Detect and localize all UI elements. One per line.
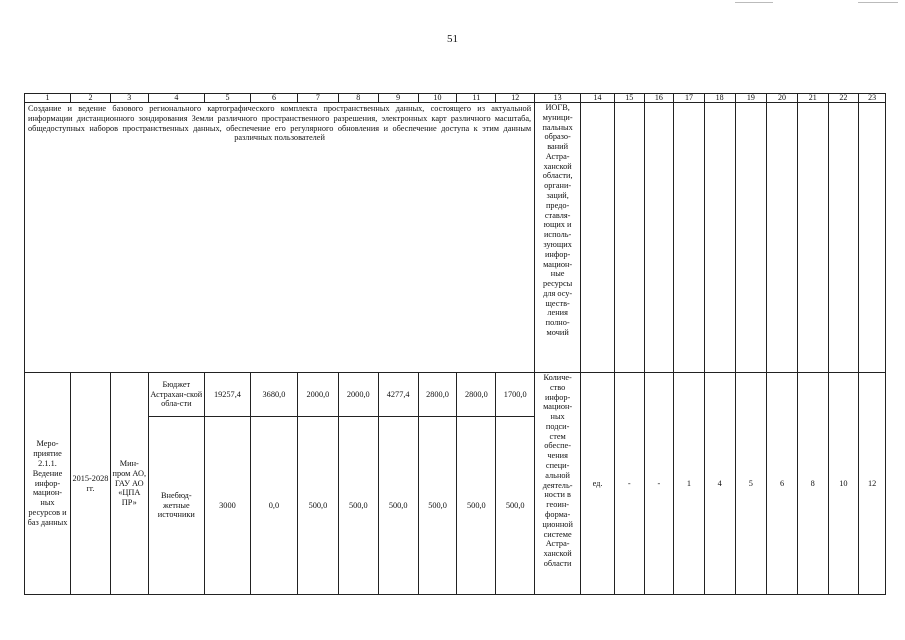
executor-line: ющих и	[543, 220, 572, 230]
funding-year-value: 500,0	[496, 417, 535, 595]
column-number: 12	[496, 94, 535, 103]
indicator-line: ство	[549, 382, 566, 392]
executor-line: исполь-	[543, 230, 572, 240]
column-number: 13	[535, 94, 581, 103]
indicator-target: 8	[797, 373, 828, 595]
indicator-line: геоин-	[546, 500, 570, 510]
column-number: 9	[378, 94, 418, 103]
funding-year-value: 4277,4	[378, 373, 418, 417]
empty-cell	[704, 103, 735, 373]
indicator-line: подси-	[545, 421, 570, 431]
executor-line: мацион-	[543, 259, 573, 269]
executor-line: образо-	[544, 132, 571, 142]
indicator-name	[535, 373, 581, 595]
indicator-line: альной	[545, 470, 570, 480]
executor-line: ИОГВ,	[545, 103, 570, 112]
indicator-line: ных	[550, 412, 565, 422]
funding-year-value: 2000,0	[338, 373, 378, 417]
indicator-line: Астра-	[545, 539, 570, 549]
column-number: 16	[644, 94, 674, 103]
measure-name: Меро-приятие 2.1.1. Ведение инфор-мацион-ных ресурсов и баз данных	[25, 373, 71, 595]
column-number: 4	[148, 94, 204, 103]
executor-line: ные	[550, 269, 565, 279]
executor-line: полно-	[545, 318, 570, 328]
funding-year-value: 2000,0	[297, 373, 338, 417]
executor-line: ресурсы	[543, 279, 573, 289]
executor-line: заций,	[546, 191, 569, 201]
indicator-target: 6	[767, 373, 798, 595]
funding-year-value: 500,0	[378, 417, 418, 595]
indicator-target: -	[644, 373, 674, 595]
measure-responsible: Мин-пром АО, ГАУ АО «ЦПА ПР»	[110, 373, 148, 595]
executor-line: Астра-	[545, 151, 570, 161]
indicator-line: специ-	[545, 461, 570, 471]
funding-year-value: 2800,0	[418, 373, 457, 417]
executor-line: ваний	[547, 142, 569, 152]
program-table	[24, 93, 886, 595]
column-number: 10	[418, 94, 457, 103]
funding-total: 3000	[204, 417, 250, 595]
indicator-target: 12	[859, 373, 886, 595]
indicator-line: деятель-	[542, 480, 573, 490]
indicator-line: инфор-	[544, 392, 571, 402]
executor-line: области,	[542, 171, 573, 181]
indicator-line: обеспе-	[544, 441, 571, 451]
section-row	[25, 103, 886, 373]
executor-line: ставля-	[544, 210, 571, 220]
measure-period: 2015-2028 гг.	[71, 373, 111, 595]
indicator-line: Количе-	[543, 373, 572, 382]
column-number: 19	[735, 94, 767, 103]
funding-year-value: 1700,0	[496, 373, 535, 417]
empty-cell	[797, 103, 828, 373]
column-number: 22	[828, 94, 859, 103]
empty-cell	[581, 103, 615, 373]
column-number: 21	[797, 94, 828, 103]
column-number: 3	[110, 94, 148, 103]
scan-mark-left	[735, 2, 773, 3]
indicator-target: -	[614, 373, 644, 595]
executor-line: предо-	[545, 200, 570, 210]
scan-mark-right	[858, 2, 898, 3]
section-executors-text	[535, 103, 580, 338]
column-number: 11	[457, 94, 496, 103]
funding-year-value: 3680,0	[250, 373, 297, 417]
indicator-line: ханской	[543, 549, 572, 559]
empty-cell	[767, 103, 798, 373]
indicator-unit: ед.	[581, 373, 615, 595]
column-number: 2	[71, 94, 111, 103]
funding-year-value: 500,0	[297, 417, 338, 595]
funding-source: Внебюд-жетные источники	[148, 417, 204, 595]
executor-line: ханской	[543, 161, 572, 171]
executor-line: зующих	[543, 239, 572, 249]
column-number: 15	[614, 94, 644, 103]
indicator-line: области	[543, 558, 572, 568]
column-number: 17	[674, 94, 705, 103]
funding-year-value: 500,0	[338, 417, 378, 595]
funding-year-value: 500,0	[457, 417, 496, 595]
indicator-target: 5	[735, 373, 767, 595]
indicator-line: мацион-	[543, 402, 573, 412]
empty-cell	[644, 103, 674, 373]
executor-line: инфор-	[544, 249, 571, 259]
executor-line: ществ-	[545, 298, 570, 308]
measure-row-budget	[25, 373, 886, 417]
indicator-name-text	[535, 373, 580, 569]
funding-year-value: 2800,0	[457, 373, 496, 417]
executor-line: мочий	[546, 327, 569, 337]
column-number: 6	[250, 94, 297, 103]
column-number: 8	[338, 94, 378, 103]
section-executors	[535, 103, 581, 373]
empty-cell	[674, 103, 705, 373]
funding-total: 19257,4	[204, 373, 250, 417]
empty-cell	[828, 103, 859, 373]
indicator-line: системе	[543, 529, 572, 539]
section-description: Создание и ведение базового регионального картографического комплекта пространственных данных, состоящего из актуальной информации дистанционного зондирования Земли различного пространственного разрешения, электронных карт различного масштаба, общедоступных наборов пространственных данных, обеспечение его регулярного обновления и обеспечение доступа к этим данным различных пользователей	[25, 103, 535, 373]
executor-line: ления	[547, 308, 568, 318]
indicator-target: 4	[704, 373, 735, 595]
indicator-line: чения	[547, 451, 568, 461]
funding-year-value: 0,0	[250, 417, 297, 595]
funding-year-value: 500,0	[418, 417, 457, 595]
empty-cell	[859, 103, 886, 373]
column-number: 18	[704, 94, 735, 103]
column-number-row	[25, 94, 886, 103]
indicator-line: стем	[549, 431, 566, 441]
page-number: 51	[447, 33, 458, 45]
empty-cell	[614, 103, 644, 373]
executor-line: органи-	[544, 181, 572, 191]
indicator-line: ционной	[542, 519, 573, 529]
empty-cell	[735, 103, 767, 373]
column-number: 7	[297, 94, 338, 103]
column-number: 14	[581, 94, 615, 103]
column-number: 5	[204, 94, 250, 103]
executor-line: для осу-	[543, 288, 573, 298]
column-number: 1	[25, 94, 71, 103]
executor-line: муници-	[542, 112, 573, 122]
column-number: 23	[859, 94, 886, 103]
funding-source: Бюджет Астрахан-ской обла-сти	[148, 373, 204, 417]
indicator-target: 1	[674, 373, 705, 595]
column-number: 20	[767, 94, 798, 103]
indicator-line: форма-	[545, 509, 571, 519]
indicator-target: 10	[828, 373, 859, 595]
executor-line: пальных	[542, 122, 573, 132]
indicator-line: ности в	[544, 490, 571, 500]
